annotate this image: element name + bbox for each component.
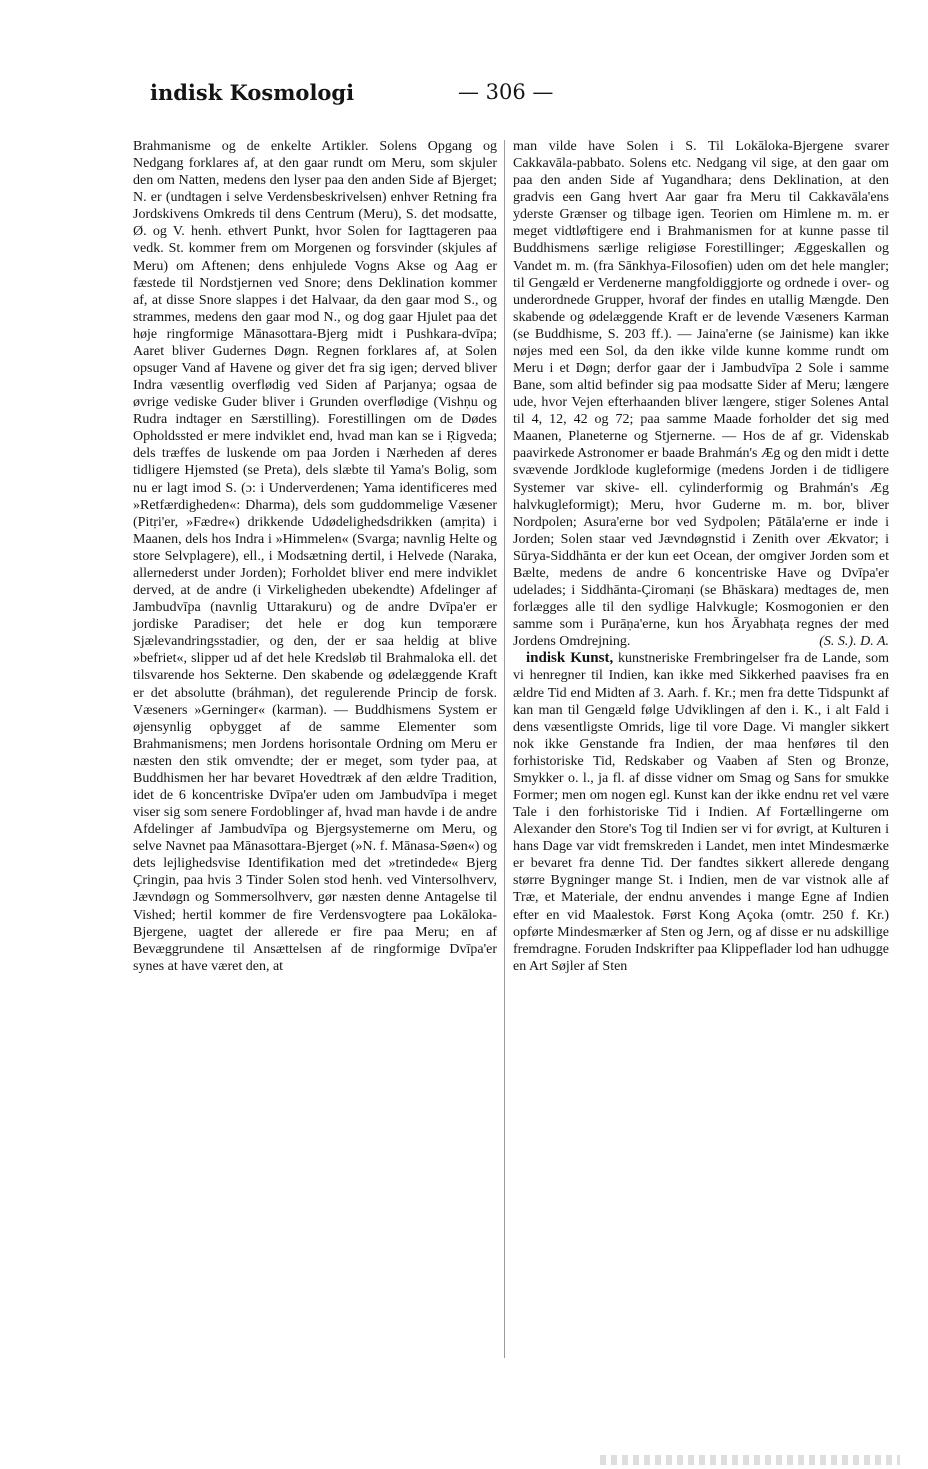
entry-indisk-kunst <box>513 650 889 974</box>
left-column <box>133 138 497 975</box>
page-number: — 306 — <box>458 80 554 104</box>
right-column <box>513 138 889 975</box>
entry-headword: indisk Kunst, <box>526 650 614 667</box>
page-header <box>150 80 870 108</box>
right-column-body: man vilde have Solen i S. Til Lokāloka-Bjergene svarer Cakkavāla-pabbato. Solens etc. Nedgang vil sige, at den gaar om paa den anden Side af Yugandhara; dens Deklination, at den gradvis een Gang hvert Aar gaar fra Meru til Cakkavāla'ens yderste Grænser og tilbage igen. Teorien om Himlene m. m. er meget vidtløftigere end i Brahmanismen for at kunne passe til Buddhismens særlige religiøse Forestillinger; Æggeskallen og Vandet m. m. (fra Sānkhya-Filosofien) uden om det hele mangler; til Gengæld er Verdenerne mangfoldiggjorte og ordnede i over- og underordnede Grupper, hvoraf der findes en utallig Mængde. Den skabende og ødelæggende Kraft er de levende Væseners Karman (se Buddhisme, S. 203 ff.). — Jaina'erne (se Jainisme) kan ikke nøjes med een Sol, da den ikke vilde kunne komme rundt om Meru i et Døgn; derfor gaar der i Jambudvīpa 2 Sole i samme Bane, som altid befinder sig paa modsatte Sider af Meru; længere ude, hvor Vejen efterhaanden bliver længere, stiger Solenes Antal til 4, 12, 42 og 72; paa samme Maade forholder det sig med Maanen, Planeterne og Stjernerne. — Hos de af gr. Videnskab paavirkede Astronomer er baade Brahmán's Æg og den midt i dette svævende Jordklode kugleformige (medens Jorden i de tidligere Systemer var skive- ell. cylinderformig og Brahmán's Æg halvkugleformigt); Meru, hvor Guderne m. m. bor, bliver Nordpolen; Asura'erne bor ved Sydpolen; Pātāla'erne er inde i Jorden; Solen staar ved Jævndøgnstid i Zenith over Ækvator; i Sūrya-Siddhānta er der kun eet Ocean, der omgiver Jorden som et Bælte, medens de andre 6 koncentriske Have og Dvīpa'er udelades; i Siddhānta-Çiromaṇi (se Bhāskara) medtages de, men forlægges alle til den sydlige Halvkugle; Kosmogonien er den samme som i Purāṇa'erne, kun hos Āryabhaṭa regnes der med Jordens Omdrejning. <box>513 139 889 650</box>
column-divider <box>504 140 505 1358</box>
left-column-text: Brahmanisme og de enkelte Artikler. Solens Opgang og Nedgang forklares af, at den gaar rundt om Meru, som skjuler den om Natten, medens den lyser paa den anden Side af Bjerget; N. er (undtagen i selve Verdensbeskrivelsen) enhver Retning fra Jordskivens Omkreds til dens Centrum (Meru), S. det modsatte, Ø. og V. henh. ethvert Punkt, hvor Solen for Iagttageren paa vedk. St. kommer frem om Morgenen og forsvinder (skjules af Meru) om Aftenen; dens enhjulede Vogns Akse og Aag er fæstede til Nordstjernen ved Snore; dens Deklination kommer af, at disse Snore slappes i det Halvaar, da den gaar mod S., og strammes, medens den gaar mod N., og dog gaar Hjulet paa det høje ringformige Mānasottara-Bjerg midt i Pushkara-dvīpa; Aaret bliver Gudernes Døgn. Regnen forklares af, at Solen opsuger Vand af Havene og giver det fra sig igen; derved bliver Indra væsentlig overflødig ved Siden af Parjanya; ogsaa de øvrige vediske Guder bliver i Grunden overflødige (Vishṇu og Rudra indtager en Særstilling). Forestillingen om de Dødes Opholdssted er mere indviklet end, hvad man kan se i Ṛigveda; dels træffes de luskende om paa Jorden i Nærheden af deres tidligere Hjemsted (se Preta), dels slæbte til Yama's Bolig, som nu er lagt imod S. (ɔ: i Underverdenen; Yama identificeres med »Retfærdigheden«: Dharma), dels som guddommelige Væsener (Pitṛi'er, »Fædre«) drikkende Udødelighedsdrikken (amṛita) i Maanen, dels hos Indra i »Himmelen« (Svarga; navnlig Helte og store Selvplagere), ell., i Modsætning dertil, i Helvede (Naraka, allernederst under Jorden); Forholdet bliver end mere indviklet derved, at de andre (i Virkeligheden ubekendte) Afdelinger af Jambudvīpa (navnlig Uttarakuru) og de andre Dvīpa'er er jordiske Paradiser; det hele er dog kun temporære Sjælevandringsstadier, og den, der er saa heldig at blive »befriet«, slipper ud af det hele Kredsløb til Brahmaloka ell. det tilsvarende hos Sekterne. Den skabende og ødelæggende Kraft er det absolutte (bráhman), det regulerende Princip de forsk. Væseners »Gerninger« (karman). — Buddhismens System er øjensynlig opbygget af de samme Elementer som Brahmanismens; men Jordens horisontale Ordning om Meru er næsten den stik omvendte; der er meget, som tyder paa, at Buddhismen her har bevaret Hovedtræk af den ældre Tradition, idet de 6 koncentriske Dvīpa'er uden om Jambudvīpa i meget viser sig som senere Fordoblinger af, hvad man havde i de andre Afdelinger af Jambudvīpa og Bjergsystemerne om Meru, og selve Navnet paa Mānasottara-Bjerget (»N. f. Mānasa-Søen«) og dets lejlighedsvise Identifikation med det »tretindede« Bjerg Çringin, paa hvis 3 Tinder Solen stod henh. ved Vintersolhverv, Jævndøgn og Sommersolhverv, gør næsten denne Antagelse til Vished; hertil kommer de fire Verdensvogtere paa Lokāloka-Bjergene, uagtet der allerede er fire paa Meru; en af Bevæggrundene til Ansættelsen af de ringformige Dvīpa'er synes at have været den, at <box>133 139 497 974</box>
signature: (S. S.). D. A. <box>819 634 889 650</box>
running-head-title: indisk Kosmologi <box>150 80 355 105</box>
right-column-text <box>513 138 889 650</box>
entry-text: kunstneriske Frembringelser fra de Lande, som vi henregner til Indien, kan ikke med Sikkerhed paavises fra en ældre Tid end Midten af 3. Aarh. f. Kr.; men fra dette Tidspunkt af kan man til Gengæld følge Udviklingen af den i. K., i alt Fald i dens væsentligste Omrids, lige til vore Dage. Vi mangler sikkert nok ikke Genstande fra Indien, der maa henføres til den forhistoriske Tid, Redskaber og Vaaben af Sten og Bronze, Smykker o. l., ja fl. af disse vidner om Smag og Sans for smukke Former; men om nogen egl. Kunst kan der ikke endnu ret vel være Tale i den forhistoriske Tid i Indien. Af Fortællingerne om Alexander den Store's Tog til Indien ser vi for øvrigt, at Kulturen i hans Dage var vidt fremskreden i Landet, men intet Mindesmærke er bevaret fra denne Tid. Der fandtes sikkert allerede dengang større Bygninger mange St. i Indien, men de var vistnok alle af Træ, et Materiale, der endnu anvendes i mange Egne af Indien efter en vid Maalestok. Først Kong Açoka (omtr. 250 f. Kr.) opførte Mindesmærker af Sten og Jern, og af disse er nu adskillige fremdragne. Foruden Indskrifter paa Klippeflader lod han udhugge en Art Søjler af Sten <box>513 651 889 974</box>
scan-artifact <box>600 1455 900 1465</box>
